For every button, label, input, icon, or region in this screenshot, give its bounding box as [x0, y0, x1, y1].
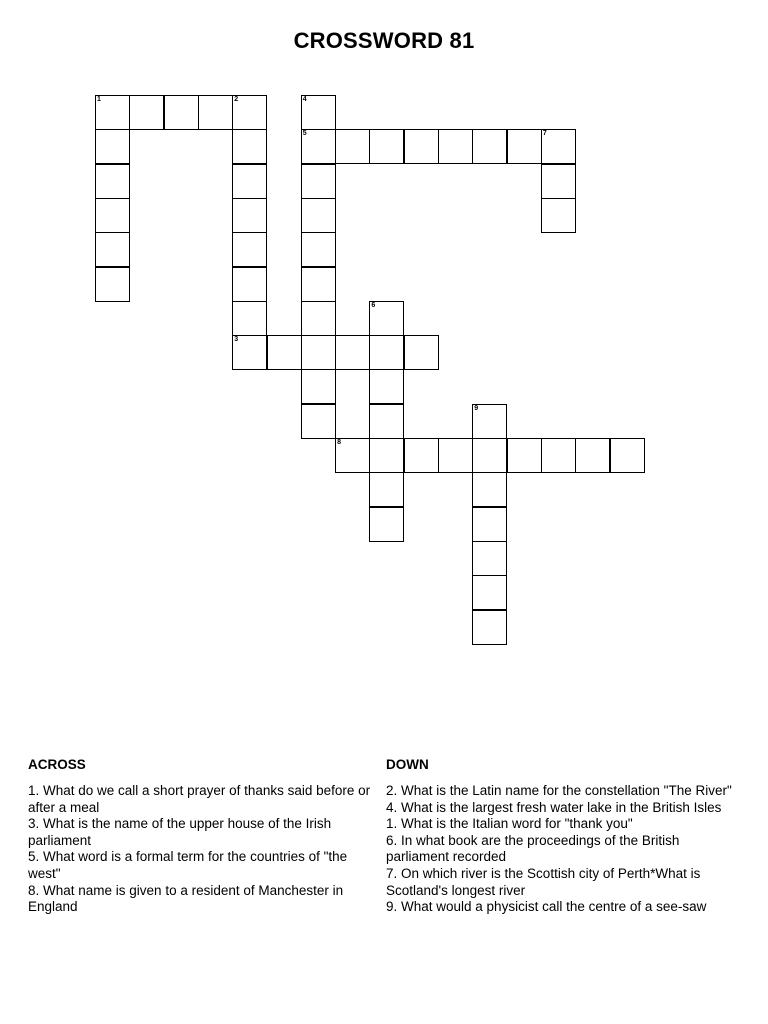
- grid-cell[interactable]: [301, 267, 336, 302]
- grid-cell[interactable]: [369, 404, 404, 439]
- grid-cell[interactable]: [472, 472, 507, 507]
- clue-number: 2: [234, 96, 239, 103]
- clue-number: 8: [337, 439, 341, 446]
- grid-cell[interactable]: [232, 198, 267, 233]
- grid-cell[interactable]: [369, 507, 404, 542]
- grid-cell[interactable]: [301, 369, 336, 404]
- across-clue: 5. What word is a formal term for the countries of "the west": [28, 849, 348, 881]
- grid-cell[interactable]: [369, 472, 404, 507]
- grid-cell[interactable]: [95, 232, 130, 267]
- grid-cell[interactable]: [301, 301, 336, 336]
- grid-cell[interactable]: [232, 301, 267, 336]
- grid-cell[interactable]: [507, 438, 542, 473]
- grid-cell[interactable]: [301, 335, 336, 370]
- across-clue-list: [28, 783, 383, 916]
- grid-cell[interactable]: [301, 198, 336, 233]
- grid-cell[interactable]: [95, 267, 130, 302]
- grid-cell[interactable]: [404, 438, 439, 473]
- down-clue: 9. What would a physicist call the centre of a see-saw: [386, 899, 707, 915]
- grid-cell[interactable]: [95, 129, 130, 164]
- grid-cell[interactable]: [267, 335, 302, 370]
- clue-number: 6: [371, 301, 376, 309]
- down-clue: 1. What is the Italian word for "thank you": [386, 816, 633, 832]
- across-clue: 8. What name is given to a resident of Manchester in England: [28, 882, 344, 915]
- grid-cell[interactable]: [164, 95, 199, 130]
- puzzle-title: CROSSWORD 81: [293, 28, 475, 53]
- grid-cell[interactable]: [369, 335, 404, 370]
- grid-cell[interactable]: [472, 438, 507, 473]
- across-clue: 1. What do we call a short prayer of thanks said before or after a meal: [28, 783, 371, 815]
- clue-number: 5: [302, 130, 307, 138]
- grid-cell[interactable]: [610, 438, 645, 473]
- grid-cell[interactable]: [541, 129, 576, 164]
- grid-cell[interactable]: [369, 438, 404, 473]
- grid-cell[interactable]: [438, 438, 473, 473]
- down-clue: 7. On which river is the Scottish city of Perth*What is Scotland's longest river: [386, 865, 701, 898]
- grid-cell[interactable]: [232, 164, 267, 199]
- grid-cell[interactable]: [472, 575, 507, 610]
- grid-cell[interactable]: [335, 438, 370, 473]
- grid-cell[interactable]: [301, 232, 336, 267]
- down-clue: 2. What is the Latin name for the constellation "The River": [386, 783, 732, 798]
- grid-cell[interactable]: [472, 507, 507, 542]
- grid-cell[interactable]: [369, 129, 404, 164]
- grid-cell[interactable]: [472, 404, 507, 439]
- clue-number: 7: [542, 130, 547, 138]
- grid-cell[interactable]: [232, 267, 267, 302]
- grid-cell[interactable]: [404, 335, 439, 370]
- across-clue: 3. What is the name of the upper house of the Irish parliament: [28, 816, 332, 848]
- grid-cell[interactable]: [404, 129, 439, 164]
- grid-cell[interactable]: [95, 198, 130, 233]
- down-clue-list: [386, 783, 741, 916]
- grid-cell[interactable]: [232, 129, 267, 164]
- grid-cell[interactable]: [575, 438, 610, 473]
- down-clue: 6. In what book are the proceedings of the British parliament recorded: [386, 832, 680, 865]
- down-heading: DOWN: [386, 757, 429, 772]
- grid-cell[interactable]: [301, 164, 336, 199]
- grid-cell[interactable]: [541, 438, 576, 473]
- grid-cell[interactable]: [472, 541, 507, 576]
- clue-number: 1: [97, 96, 101, 103]
- across-heading: ACROSS: [28, 757, 86, 772]
- grid-cell[interactable]: [129, 95, 164, 130]
- grid-cell[interactable]: [507, 129, 542, 164]
- grid-cell[interactable]: [369, 301, 404, 336]
- grid-cell[interactable]: [301, 129, 336, 164]
- grid-cell[interactable]: [232, 95, 267, 130]
- grid-cell[interactable]: [472, 610, 507, 645]
- grid-cell[interactable]: [335, 335, 370, 370]
- grid-cell[interactable]: [232, 335, 267, 370]
- grid-cell[interactable]: [301, 404, 336, 439]
- grid-cell[interactable]: [301, 95, 336, 130]
- grid-cell[interactable]: [198, 95, 233, 130]
- grid-cell[interactable]: [541, 198, 576, 233]
- grid-cell[interactable]: [95, 164, 130, 199]
- grid-cell[interactable]: [438, 129, 473, 164]
- clue-number: 3: [234, 336, 239, 344]
- clue-number: 4: [302, 96, 307, 103]
- grid-cell[interactable]: [95, 95, 130, 130]
- clue-number: 9: [474, 404, 479, 412]
- down-clue: 4. What is the largest fresh water lake in the British Isles: [386, 799, 722, 815]
- grid-cell[interactable]: [541, 164, 576, 199]
- grid-cell[interactable]: [369, 369, 404, 404]
- grid-cell[interactable]: [232, 232, 267, 267]
- grid-cell[interactable]: [472, 129, 507, 164]
- grid-cell[interactable]: [335, 129, 370, 164]
